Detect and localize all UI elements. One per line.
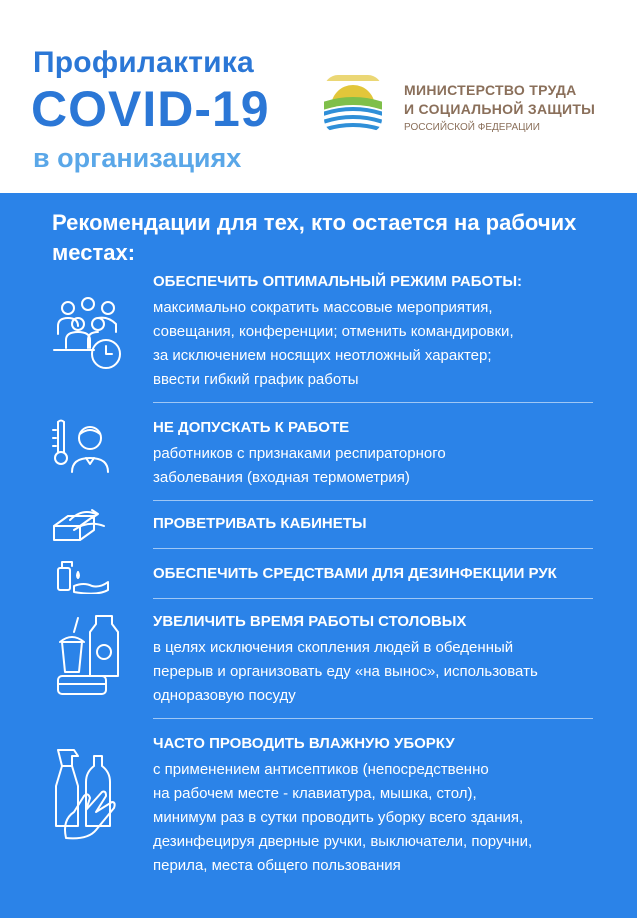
thermometer-person-icon [50, 418, 114, 474]
cleaning-spray-glove-icon [50, 742, 126, 842]
title-line-2: COVID-19 [31, 81, 270, 137]
recommendation-body: максимально сократить массовые мероприятия, совещания, конференции; отменить командировки, за исключением носящих неотложный характер; ввести гибкий график работы [153, 299, 514, 388]
recommendations-title: Рекомендации для тех, кто остается на рабочих местах: [52, 210, 577, 265]
recommendation-body: с применением антисептиков (непосредственно на рабочем месте - клавиатура, мышка, стол), минимум раз в сутки проводить уборку всего здания, дезинфецируя дверные ручки, выключатели, поручни, перила, места общего пользования [153, 761, 533, 874]
divider [153, 402, 593, 403]
ministry-line-3: РОССИЙСКОЙ ФЕДЕРАЦИИ [404, 122, 540, 133]
ministry-line-2: И СОЦИАЛЬНОЙ ЗАЩИТЫ [404, 101, 596, 117]
recommendation-heading: УВЕЛИЧИТЬ ВРЕМЯ РАБОТЫ СТОЛОВЫХ [153, 613, 467, 630]
recommendation-heading: НЕ ДОПУСКАТЬ К РАБОТЕ [153, 419, 350, 436]
window-airflow-icon [48, 506, 112, 544]
header [0, 0, 637, 193]
recommendation-body: в целях исключения скопления людей в обеденный перерыв и организовать еду «на вынос», использовать одноразовую посуду [153, 639, 538, 704]
ministry-logo-icon [322, 73, 384, 135]
ministry-name [404, 81, 595, 135]
recommendation-heading: ЧАСТО ПРОВОДИТЬ ВЛАЖНУЮ УБОРКУ [153, 735, 455, 752]
soap-dispenser-hand-icon [52, 558, 112, 594]
divider [153, 500, 593, 501]
divider [153, 598, 593, 599]
recommendation-heading: ПРОВЕТРИВАТЬ КАБИНЕТЫ [153, 515, 367, 532]
divider [153, 718, 593, 719]
title-line-1: Профилактика [33, 46, 254, 79]
takeaway-food-icon [54, 612, 126, 698]
recommendation-heading: ОБЕСПЕЧИТЬ СРЕДСТВАМИ ДЛЯ ДЕЗИНФЕКЦИИ РУК [153, 565, 557, 582]
divider [153, 548, 593, 549]
ministry-line-1: МИНИСТЕРСТВО ТРУДА [404, 82, 577, 98]
people-clock-icon [50, 294, 126, 374]
title-line-3: в организациях [33, 143, 242, 173]
recommendation-body: работников с признаками респираторного заболевания (входная термометрия) [153, 445, 446, 486]
recommendation-heading: ОБЕСПЕЧИТЬ ОПТИМАЛЬНЫЙ РЕЖИМ РАБОТЫ: [153, 273, 523, 290]
